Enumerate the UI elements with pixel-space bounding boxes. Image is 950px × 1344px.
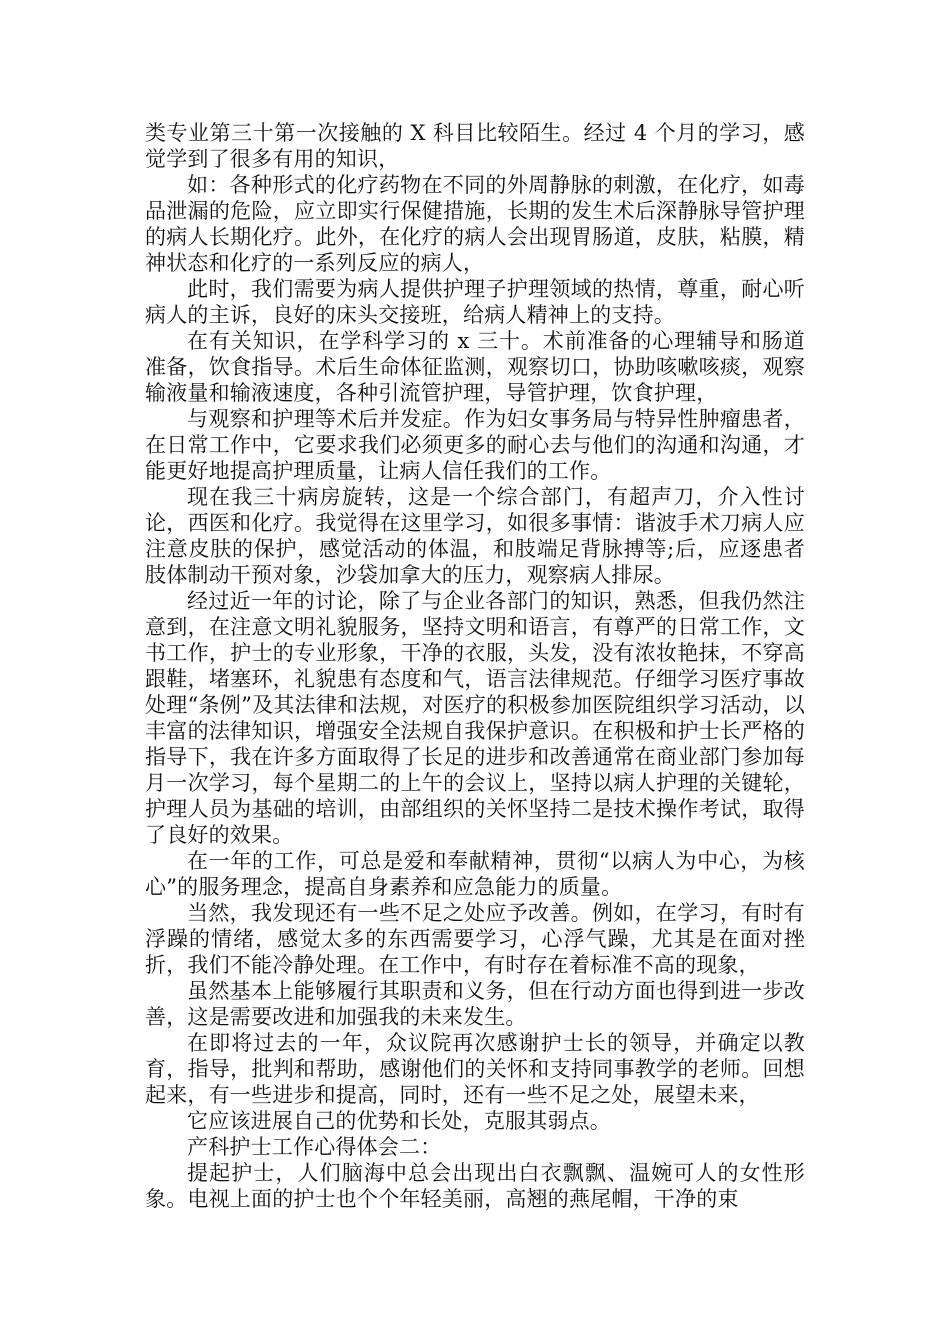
- paragraph: 在一年的工作，可总是爱和奉献精神，贯彻“以病人为中心，为核心”的服务理念，提高自身素养和应急能力的质量。: [145, 849, 805, 899]
- paragraph: 经过近一年的讨论，除了与企业各部门的知识，熟悉，但我仍然注意到，在注意文明礼貌服务，坚持文明和语言，有尊严的日常工作，文书工作，护士的专业形象，干净的衣服，头发，没有浓妆艳抹，不穿高跟鞋，堵塞环，礼貌患有态度和气，语言法律规范。仔细学习医疗事故处理“条例”及其法律和法规，对医疗的积极参加医院组织学习活动，以丰富的法律知识，增强安全法规自我保护意识。在积极和护士长严格的指导下，我在许多方面取得了长足的进步和改善通常在商业部门参加每月一次学习，每个星期二的上午的会议上，坚持以病人护理的关键轮，护理人员为基础的培训，由部组织的关怀坚持二是技术操作考试，取得了良好的效果。: [145, 589, 805, 847]
- paragraph: 现在我三十病房旋转，这是一个综合部门，有超声刀，介入性讨论，西医和化疗。我觉得在这里学习，如很多事情：谐波手术刀病人应注意皮肤的保护，感觉活动的体温，和肢端足背脉搏等;后，应逐患者肢体制动干预对象，沙袋加拿大的压力，观察病人排尿。: [145, 485, 805, 587]
- paragraph: 类专业第三十第一次接触的 X 科目比较陌生。经过 4 个月的学习，感觉学到了很多有用的知识，: [145, 121, 805, 171]
- section-heading: 产科护士工作心得体会二：: [187, 1135, 442, 1159]
- paragraph: 当然，我发现还有一些不足之处应予改善。例如，在学习，有时有浮躁的情绪，感觉太多的东西需要学习，心浮气躁，尤其是在面对挫折，我们不能冷静处理。在工作中，有时存在着标准不高的现象，: [145, 901, 805, 977]
- paragraph: 在有关知识，在学科学习的 x 三十。术前准备的心理辅导和肠道准备，饮食指导。术后生命体征监测，观察切口，协助咳嗽咳痰，观察输液量和输液速度，各种引流管护理，导管护理，饮食护理，: [145, 329, 805, 405]
- document-body: [145, 120, 805, 1212]
- paragraph: 虽然基本上能够履行其职责和义务，但在行动方面也得到进一步改善，这是需要改进和加强我的未来发生。: [145, 979, 805, 1029]
- paragraph: 在即将过去的一年，众议院再次感谢护士长的领导，并确定以教育，指导，批判和帮助，感谢他们的关怀和支持同事教学的老师。回想起来，有一些进步和提高，同时，还有一些不足之处，展望未来，: [145, 1031, 805, 1107]
- paragraph: 如：各种形式的化疗药物在不同的外周静脉的刺激，在化疗，如毒品泄漏的危险，应立即实行保健措施，长期的发生术后深静脉导管护理的病人长期化疗。此外，在化疗的病人会出现胃肠道，皮肤，粘膜，精神状态和化疗的一系列反应的病人，: [145, 173, 805, 275]
- paragraph: 与观察和护理等术后并发症。作为妇女事务局与特异性肿瘤患者，在日常工作中，它要求我们必须更多的耐心去与他们的沟通和沟通，才能更好地提高护理质量，让病人信任我们的工作。: [145, 407, 805, 483]
- paragraph: 它应该进展自己的优势和长处，克服其弱点。: [187, 1109, 611, 1133]
- paragraph: 提起护士，人们脑海中总会出现出白衣飘飘、温婉可人的女性形象。电视上面的护士也个个年轻美丽，高翘的燕尾帽，干净的束: [145, 1161, 805, 1211]
- paragraph: 此时，我们需要为病人提供护理子护理领域的热情，尊重，耐心听病人的主诉，良好的床头交接班，给病人精神上的支持。: [145, 277, 805, 327]
